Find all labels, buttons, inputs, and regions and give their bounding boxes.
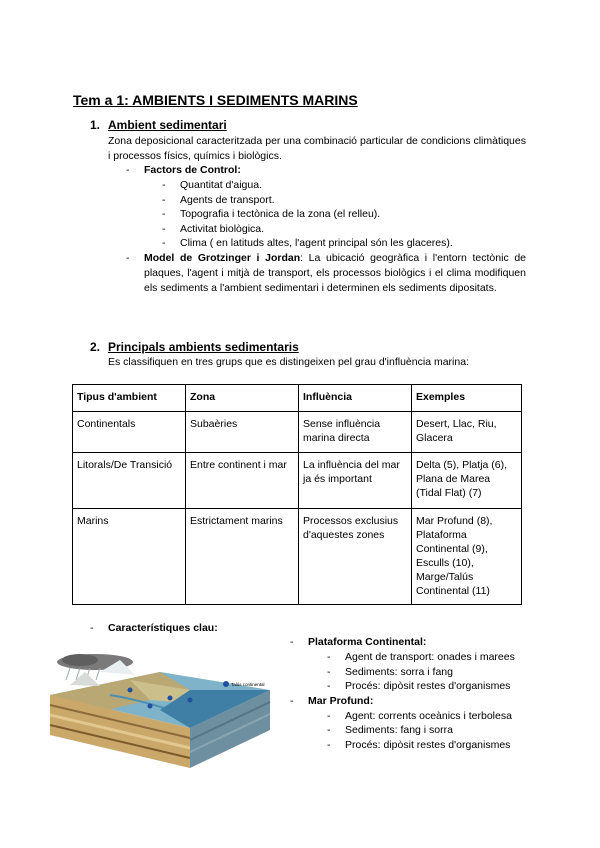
table-cell: Continentals — [73, 412, 186, 453]
table-row — [73, 412, 522, 453]
table-cell: Subaèries — [186, 412, 299, 453]
table-cell: Litorals/De Transició — [73, 453, 186, 509]
section2-title: Principals ambients sedimentaris — [108, 340, 299, 354]
table-cell: Estrictament marins — [186, 509, 299, 605]
section1-number: 1. — [90, 118, 101, 132]
figure-label: Talús continental — [231, 682, 265, 687]
section2-heading — [90, 340, 299, 354]
mar-title: Mar Profund: — [308, 695, 374, 707]
col-header-influence: Influència — [299, 385, 412, 412]
table-cell: Desert, Llac, Riu, Glacera — [412, 412, 522, 453]
section1-intro: Zona deposicional caracteritzada per una combinació particular de condicions climàtiques i processos físics, químics i biològics. — [108, 135, 526, 162]
sedimentary-environments-illustration — [40, 650, 280, 780]
table-cell: Processos exclusius d'aquestes zones — [299, 509, 412, 605]
table-cell: Marins — [73, 509, 186, 605]
table-cell: La influència del mar ja és important — [299, 453, 412, 509]
table-cell: Entre continent i mar — [186, 453, 299, 509]
section2-intro: Es classifiquen en tres grups que es distingeixen pel grau d'influència marina: — [108, 356, 469, 368]
table-cell: Sense influència marina directa — [299, 412, 412, 453]
table-row — [73, 453, 522, 509]
table-cell: Delta (5), Platja (6), Plana de Marea (Tidal Flat) (7) — [412, 453, 522, 509]
section1-title: Ambient sedimentari — [108, 118, 227, 132]
table-header-row — [73, 385, 522, 412]
factors-label: Factors de Control: — [144, 164, 241, 176]
environments-table — [72, 384, 522, 605]
key-label: Característiques clau: — [108, 622, 218, 634]
model-label: Model de Grotzinger i Jordan — [144, 252, 301, 264]
model-text: : La ubicació geogràfica i l'entorn tectònic de plaques, l'agent i mitjà de transport, els processos biològics i el clima modifiquen els sediments a l'ambient sedimentari i determinen els sediments dipositats. — [144, 252, 526, 294]
col-header-examples: Exemples — [412, 385, 522, 412]
col-header-zone: Zona — [186, 385, 299, 412]
plataforma-title: Plataforma Continental: — [308, 636, 427, 648]
section2-number: 2. — [90, 340, 101, 354]
table-row — [73, 509, 522, 605]
model-paragraph — [144, 251, 526, 296]
col-header-type: Tipus d'ambient — [73, 385, 186, 412]
section1-heading — [90, 118, 227, 132]
page-title: Tem a 1: AMBIENTS I SEDIMENTS MARINS — [73, 92, 358, 108]
table-cell: Mar Profund (8), Plataforma Continental (9), Esculls (10), Marge/Talús Continental (11) — [412, 509, 522, 605]
